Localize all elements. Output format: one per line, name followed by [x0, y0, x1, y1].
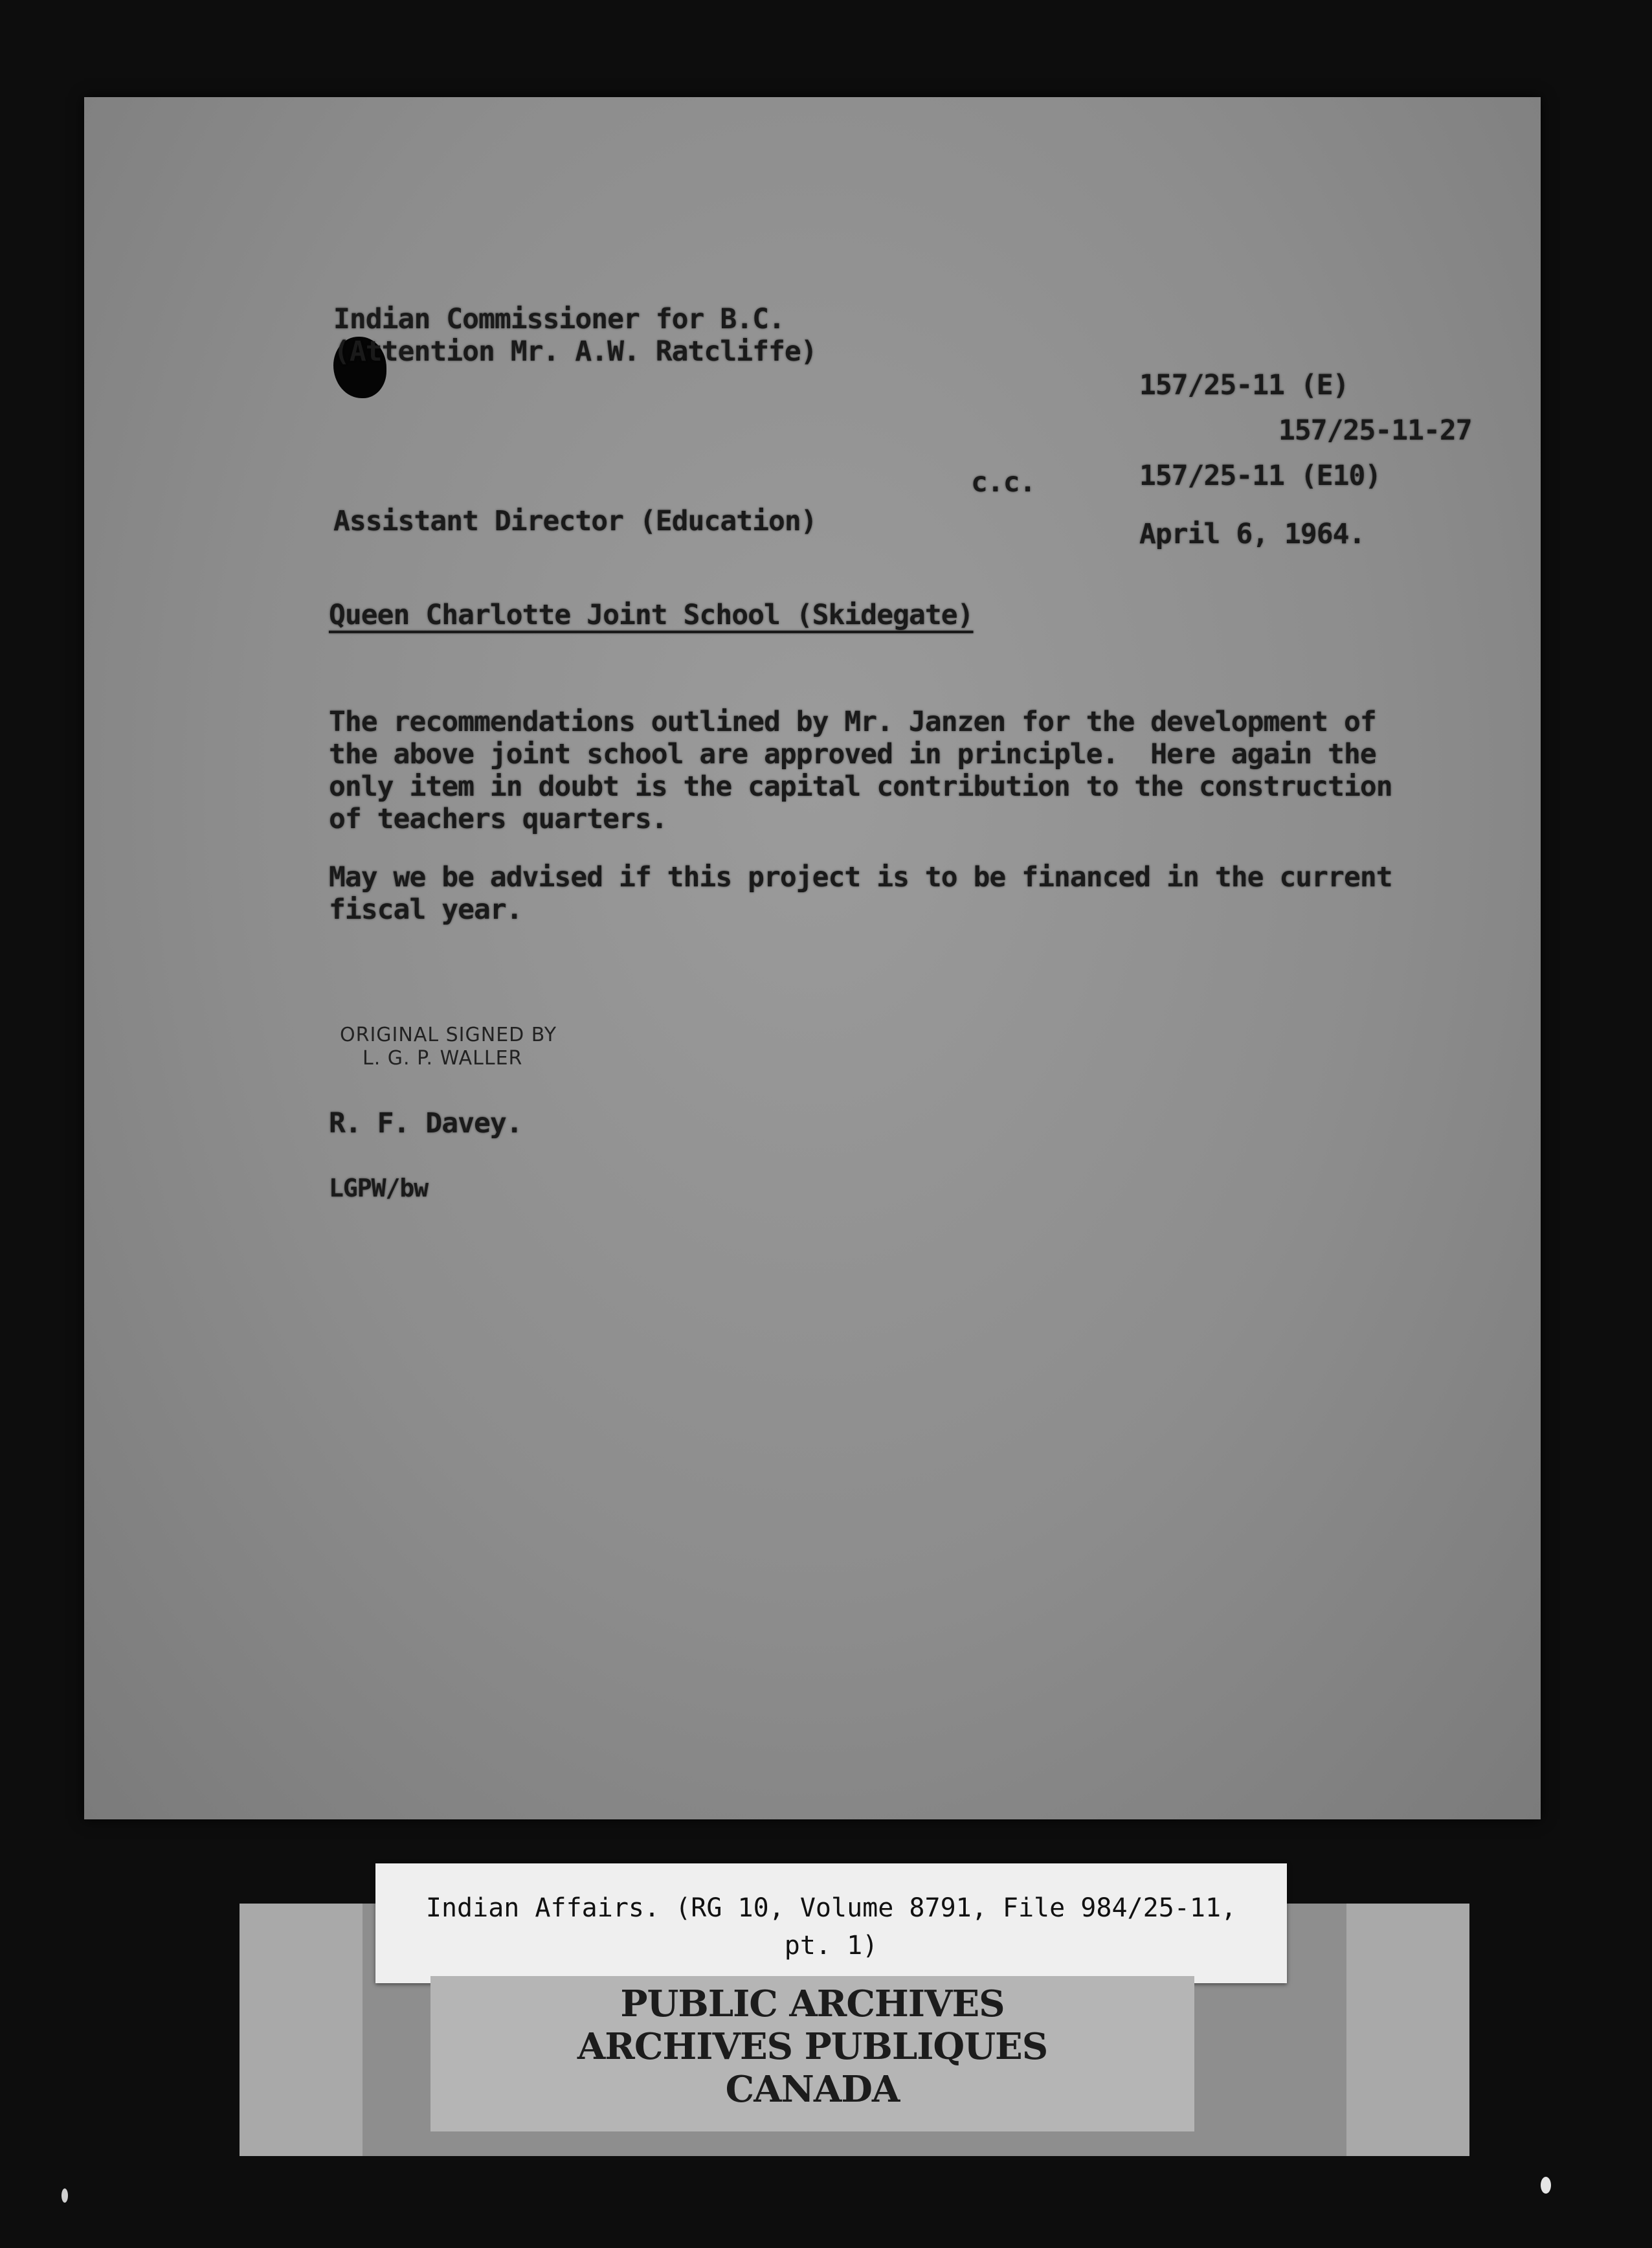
- stamp-line-1: ORIGINAL SIGNED BY: [340, 1024, 557, 1046]
- institution-line-1: PUBLIC ARCHIVES: [620, 1983, 1005, 2025]
- letter-page: [84, 97, 1541, 1819]
- strip-left-end: [240, 1904, 363, 2156]
- subject-line: Queen Charlotte Joint School (Skidegate): [329, 599, 974, 631]
- typist-initials: LGPW/bw: [329, 1174, 429, 1202]
- institution-line-3: CANADA: [725, 2068, 900, 2111]
- recipient-line-2: (Attention Mr. A.W. Ratcliffe): [333, 335, 817, 368]
- signatory-name: R. F. Davey.: [329, 1107, 522, 1140]
- archive-reference-text: [375, 1889, 1287, 1964]
- body-paragraph-1-line-3: only item in doubt is the capital contribution to the construction: [329, 770, 1392, 803]
- archive-reference-slip: [375, 1863, 1287, 1983]
- body-paragraph-2-line-2: fiscal year.: [329, 894, 522, 926]
- film-speck-right: [1541, 2177, 1551, 2194]
- body-paragraph-1-line-2: the above joint school are approved in principle. Here again the: [329, 738, 1376, 770]
- file-reference-3: 157/25-11 (E10): [1139, 460, 1381, 492]
- body-paragraph-2-line-1: May we be advised if this project is to be financed in the current: [329, 861, 1392, 894]
- letter-date: April 6, 1964.: [1139, 518, 1365, 550]
- file-reference-1: 157/25-11 (E): [1139, 369, 1349, 401]
- cc-label: c.c.: [971, 466, 1036, 499]
- sender-line: Assistant Director (Education): [333, 505, 817, 537]
- institution-line-2: ARCHIVES PUBLIQUES: [577, 2025, 1048, 2068]
- public-archives-band: [430, 1976, 1194, 2131]
- body-paragraph-1-line-4: of teachers quarters.: [329, 803, 667, 835]
- stamp-line-2: L. G. P. WALLER: [363, 1047, 523, 1070]
- archive-reference-line-2: pt. 1): [784, 1931, 878, 1961]
- archive-reference-line-1: Indian Affairs. (RG 10, Volume 8791, File 984/25-11,: [425, 1893, 1237, 1923]
- institution-name: [430, 1983, 1194, 2111]
- film-speck-left: [61, 2188, 68, 2203]
- strip-right-end: [1346, 1904, 1469, 2156]
- file-reference-2: 157/25-11-27: [1278, 414, 1472, 447]
- body-paragraph-1-line-1: The recommendations outlined by Mr. Janzen for the development of: [329, 706, 1376, 738]
- recipient-line-1: Indian Commissioner for B.C.: [333, 303, 785, 335]
